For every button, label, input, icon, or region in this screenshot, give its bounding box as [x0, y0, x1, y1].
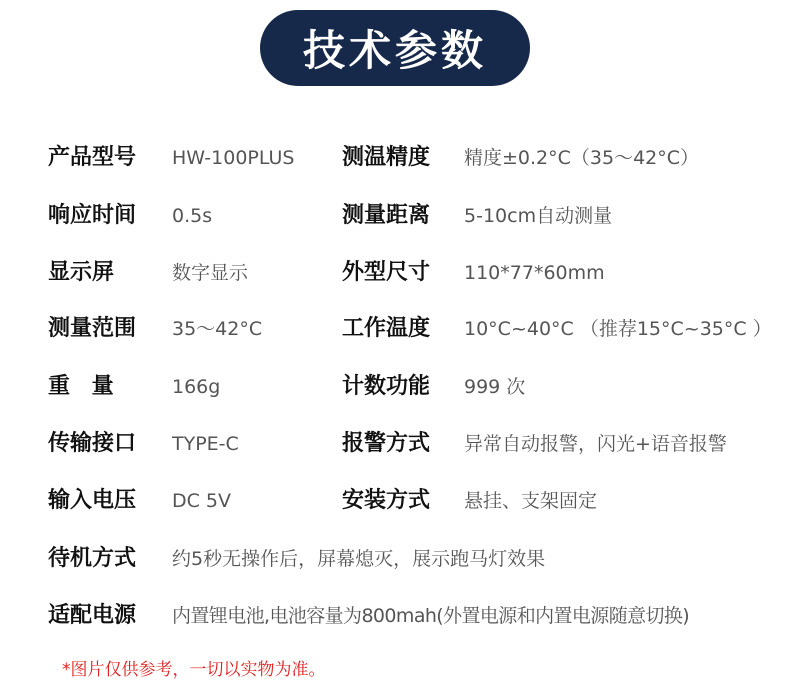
spec-value: 0.5s [172, 205, 213, 227]
spec-value: HW-100PLUS [172, 147, 295, 169]
spec-value: 内置锂电池,电池容量为800mah(外置电源和内置电源随意切换) [172, 605, 690, 627]
spec-value: 110*77*60mm [464, 262, 605, 284]
page-title: 技术参数 [302, 26, 487, 75]
spec-label: 报警方式 [342, 431, 431, 456]
spec-row [0, 367, 790, 407]
spec-value: 约5秒无操作后，屏幕熄灭，展示跑马灯效果 [172, 548, 546, 570]
spec-value: 10°C~40°C （推荐15°C~35°C ） [464, 318, 772, 340]
disclaimer-note: *图片仅供参考，一切以实物为准。 [62, 660, 326, 680]
spec-label: 测量范围 [48, 316, 137, 341]
spec-value: 异常自动报警，闪光+语音报警 [464, 433, 727, 455]
spec-value: 精度±0.2°C（35～42°C） [464, 147, 700, 169]
spec-label: 外型尺寸 [342, 260, 431, 285]
spec-value: 999 次 [464, 376, 526, 398]
spec-label: 重 量 [48, 374, 114, 399]
spec-value: 悬挂、支架固定 [464, 490, 598, 512]
spec-row [0, 253, 790, 293]
spec-label: 显示屏 [48, 260, 115, 285]
spec-row [0, 138, 790, 178]
spec-label: 待机方式 [48, 546, 137, 571]
spec-row [0, 424, 790, 464]
spec-label: 响应时间 [48, 203, 137, 228]
spec-label: 测温精度 [342, 145, 431, 170]
spec-label: 产品型号 [48, 145, 137, 170]
spec-label: 传输接口 [48, 431, 137, 456]
spec-value: 35～42°C [172, 318, 263, 340]
spec-row [0, 196, 790, 236]
spec-label: 工作温度 [342, 316, 431, 341]
spec-value: TYPE-C [172, 433, 239, 455]
spec-value: 166g [172, 376, 221, 398]
spec-row [0, 539, 790, 579]
spec-row [0, 481, 790, 521]
spec-label: 计数功能 [342, 374, 431, 399]
title-banner [260, 10, 530, 86]
spec-label: 适配电源 [48, 603, 137, 628]
spec-value: 数字显示 [172, 262, 249, 284]
spec-row [0, 309, 790, 349]
spec-value: 5-10cm自动测量 [464, 205, 613, 227]
spec-value: DC 5V [172, 490, 232, 512]
spec-label: 输入电压 [48, 488, 137, 513]
spec-label: 安装方式 [342, 488, 431, 513]
spec-row [0, 596, 790, 636]
spec-label: 测量距离 [342, 203, 431, 228]
